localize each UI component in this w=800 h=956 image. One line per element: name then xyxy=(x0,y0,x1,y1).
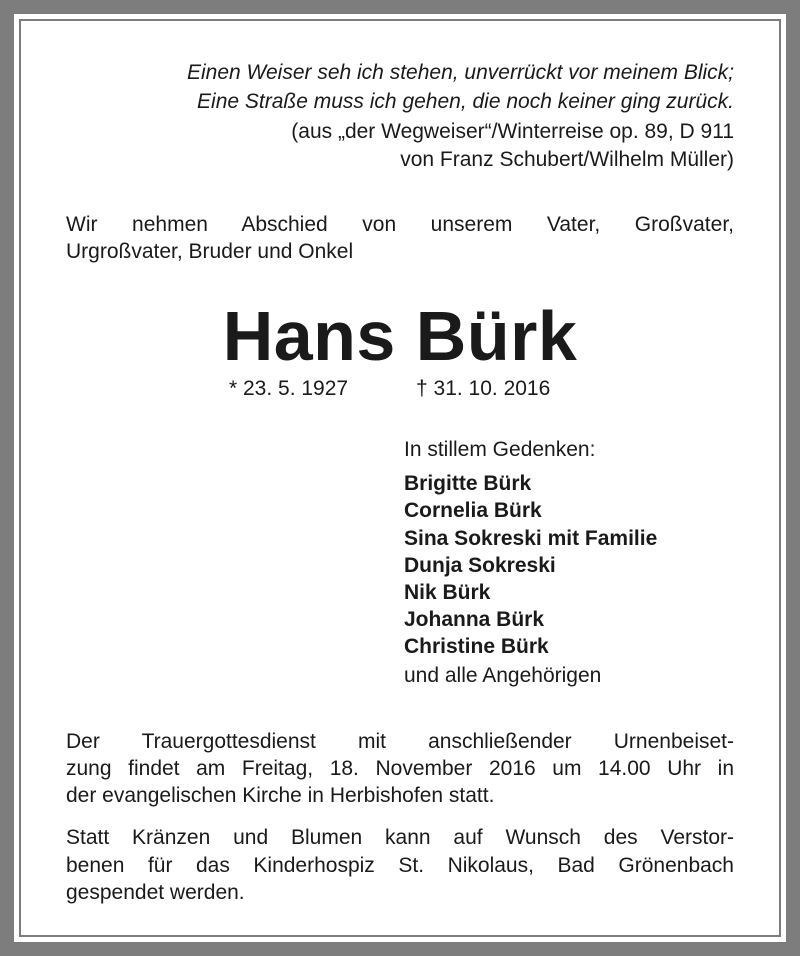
death-date: † 31. 10. 2016 xyxy=(416,377,551,400)
mourners-footer: und alle Angehörigen xyxy=(404,664,602,687)
donation-line-2: benen für das Kinderhospiz St. Nikolaus, Bad Grönenbach xyxy=(66,854,734,877)
mourner-name: Sina Sokreski mit Familie xyxy=(404,527,658,550)
service-line-1: Der Trauergottesdienst mit anschließender Urnenbeiset- xyxy=(66,730,734,753)
donation-line-3: gespendet werden. xyxy=(66,881,245,904)
mourner-name: Brigitte Bürk xyxy=(404,472,532,495)
quote-source-1: (aus „der Wegweiser“/Winterreise op. 89, D 911 xyxy=(291,120,734,143)
mourner-name: Johanna Bürk xyxy=(404,608,545,631)
mourner-name: Christine Bürk xyxy=(404,635,549,658)
quote-line-1: Einen Weiser seh ich stehen, unverrückt vor meinem Blick; xyxy=(186,61,734,84)
mourner-name: Nik Bürk xyxy=(404,581,491,604)
intro-line-1: Wir nehmen Abschied von unserem Vater, Großvater, xyxy=(66,213,734,236)
service-line-2: zung findet am Freitag, 18. November 2016 um 14.00 Uhr in xyxy=(66,757,734,780)
quote-line-2: Eine Straße muss ich gehen, die noch keiner ging zurück. xyxy=(197,90,734,113)
deceased-name: Hans Bürk xyxy=(222,297,578,375)
birth-date: * 23. 5. 1927 xyxy=(229,377,349,400)
mourner-name: Cornelia Bürk xyxy=(404,499,542,522)
intro-line-2: Urgroßvater, Bruder und Onkel xyxy=(66,240,354,263)
service-line-3: der evangelischen Kirche in Herbishofen statt. xyxy=(66,784,495,807)
quote-source-2: von Franz Schubert/Wilhelm Müller) xyxy=(400,148,734,171)
mourner-name: Dunja Sokreski xyxy=(404,554,556,577)
donation-line-1: Statt Kränzen und Blumen kann auf Wunsch des Verstor- xyxy=(66,826,734,849)
mourners-heading: In stillem Gedenken: xyxy=(404,438,596,461)
